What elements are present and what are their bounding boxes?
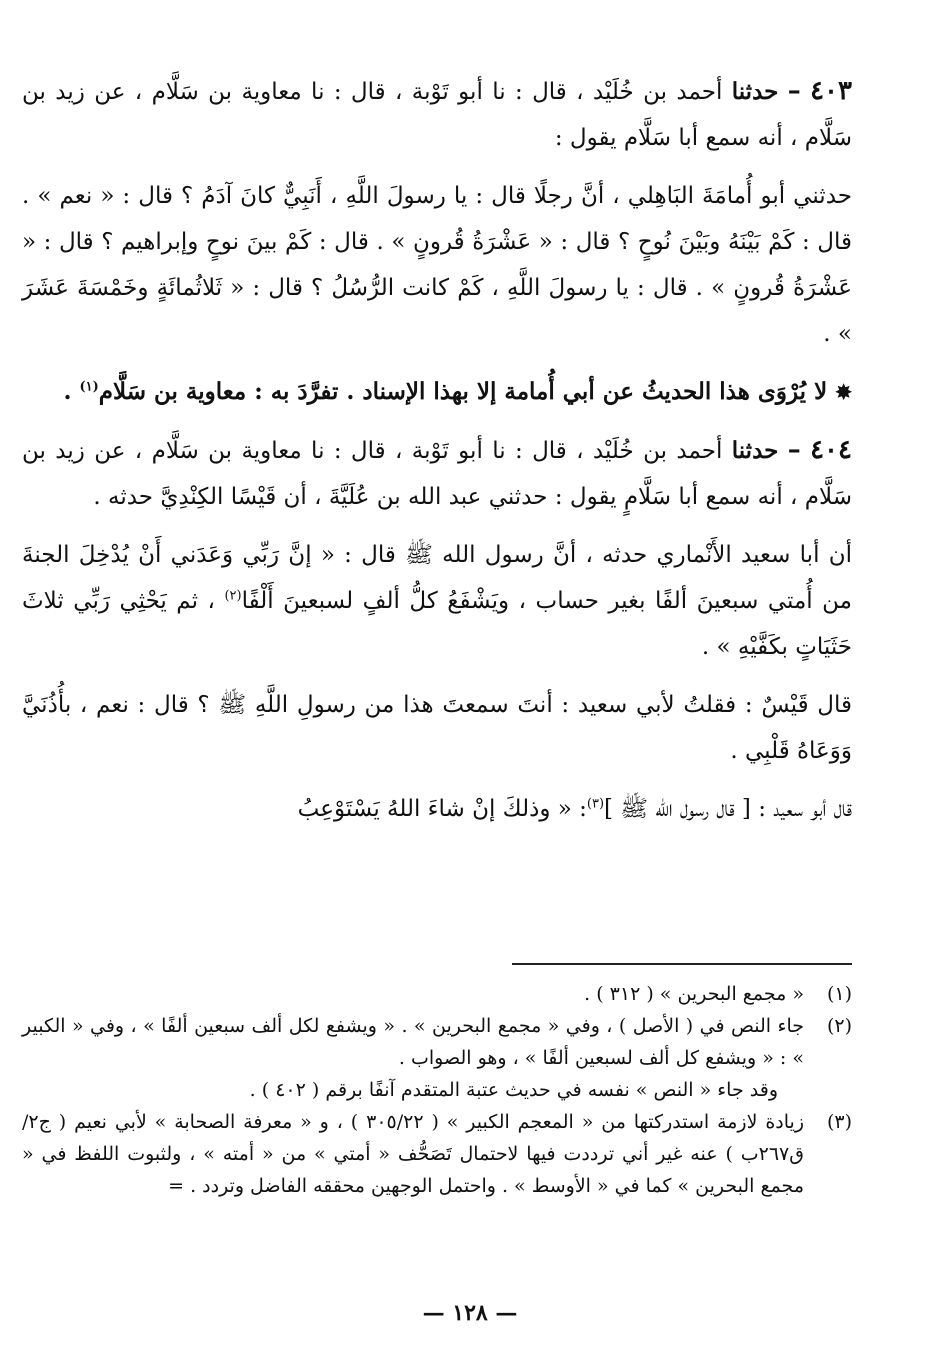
text-part: : « وذلكَ إنْ شاءَ اللهُ يَسْتَوْعِبُ (297, 796, 587, 822)
footnote-ref: (٢) (224, 588, 242, 604)
footnote-extra: وقد جاء « النص » نفسه في حديث عتبة المتقدم آنفًا برقم ( ٤٠٢ ) . (249, 1079, 778, 1101)
hadith-opening: حدثنا (731, 78, 779, 105)
hadith-opening: حدثنا (731, 437, 779, 464)
hadith-403-text: حدثني أبو أُمامَةَ البَاهِلي ، أنَّ رجلًا قال : يا رسولَ اللَّهِ ، أَنَبِيٌّ كانَ آدَمُ ؟ قال : « نعم » . قال : كَمْ بَيْنَهُ وبَيْنَ نُوحٍ ؟ قال : « عَشْرَةُ قُرونٍ » . قال : كَمْ بينَ نوحٍ وإبراهيم ؟ قال : « عَشْرَةُ قُرونٍ » . قال : يا رسولَ اللَّهِ ، كَمْ كانت الرُّسُلُ ؟ قال : « ثَلاثُمائَةٍ وخَمْسَةَ عَشَرَ » . (22, 183, 852, 347)
footnote-mark: (١) (826, 983, 852, 1005)
hadith-404-isnad (22, 427, 852, 520)
footnote-mark: (٣) (826, 1111, 852, 1133)
footnote-body (22, 1010, 804, 1106)
hadith-403-isnad (22, 68, 852, 161)
footnote-mark: (٢) (826, 1015, 852, 1037)
text-part: ، ثم يَحْثِي رَبِّي ثلاثَ حَثَيَاتٍ بكَفَّيْهِ » . (22, 588, 852, 660)
hadith-404-text (22, 532, 852, 670)
footnote-line: زيادة لازمة استدركتها من « المعجم الكبير » ( ٣٠٥/٢٢ ) ، و « معرفة الصحابة » لأبي نعيم ( ج٢/ق٢٦٧ب ) عنه غير أني ترددت فيها لاحتمال تَصَحُّف « أمتي » من « أمته » ، ولثبوت اللفظ في « مجمع البحرين » كما في « الأوسط » . واحتمل الوجهين محققه الفاضل وتردد . = (22, 1111, 805, 1197)
text-part: قال أبو سعيد : [ قال رسول الله ﷺ ] (604, 796, 852, 822)
page-number: — ١٢٨ — (422, 1300, 518, 1326)
hadith-404-qays: قال قَيْسٌ : فقلتُ لأبي سعيد : أنتَ سمعتَ هذا من رسولِ اللَّهِ ﷺ ؟ قال : نعم ، بأُذُنَيَّ وَوَعَاهُ قَلْبِي . (22, 692, 852, 764)
star-icon: ✸ (835, 380, 852, 404)
note-text: لا يُرْوَى هذا الحديثُ عن أبي أُمامة إلا بهذا الإسناد . تفرَّدَ به : معاوية بن سَلَّام (98, 378, 828, 405)
footnotes (22, 978, 852, 1202)
isnad-text: أحمد بن خُلَيْد ، قال : نا أبو تَوْبة ، قال : نا معاوية بن سَلَّام ، عن زيد بن سَلَّام ، أنه سمع أبا سَلَّام يقول : (22, 79, 852, 151)
footnote-divider (512, 963, 852, 965)
footnote-ref: (٣) (586, 796, 605, 812)
note-end: . (63, 378, 72, 405)
hadith-dash: – (787, 76, 801, 106)
hadith-403-note (22, 369, 852, 415)
footnote-line: جاء النص في ( الأصل ) ، وفي « مجمع البحرين » . « ويشفع لكل ألف سبعين ألفًا » ، وفي « الكبير » : « ويشفع كل ألف لسبعين ألفًا » ، وهو الصواب . (22, 1015, 804, 1069)
footnote-line: « مجمع البحرين » ( ٣١٢ ) . (584, 983, 804, 1005)
footnote-3 (22, 1106, 852, 1202)
isnad-text: أحمد بن خُلَيْد ، قال : نا أبو تَوْبة ، قال : نا معاوية بن سَلَّام ، عن زيد بن سَلَّام ، أنه سمع أبا سَلَّامٍ يقول : حدثني عبد الله بن عُلَيَّةَ ، أن قَيْسًا الكِنْدِيَّ حدثه . (22, 438, 852, 510)
footnote-2 (22, 1010, 852, 1106)
footnote-body (22, 1106, 804, 1202)
hadith-number: ٤٠٣ (810, 76, 852, 106)
text-part: أن أبا سعيد الأَنْماري حدثه ، أنَّ رسول الله ﷺ قال : « إنَّ رَبِّي وَعَدَني أَنْ يُدْخِلَ الجنةَ من أُمتي سبعينَ ألفًا بغير حساب ، ويَشْفَعُ كلُّ ألفٍ لسبعينَ أَلْفًا (22, 542, 852, 614)
hadith-404-abu-said (22, 786, 852, 832)
footnote-body (22, 978, 804, 1010)
hadith-dash: – (787, 435, 801, 465)
footnote-ref: (١) (79, 379, 99, 395)
footnote-1 (22, 978, 852, 1010)
hadith-number: ٤٠٤ (810, 435, 852, 465)
